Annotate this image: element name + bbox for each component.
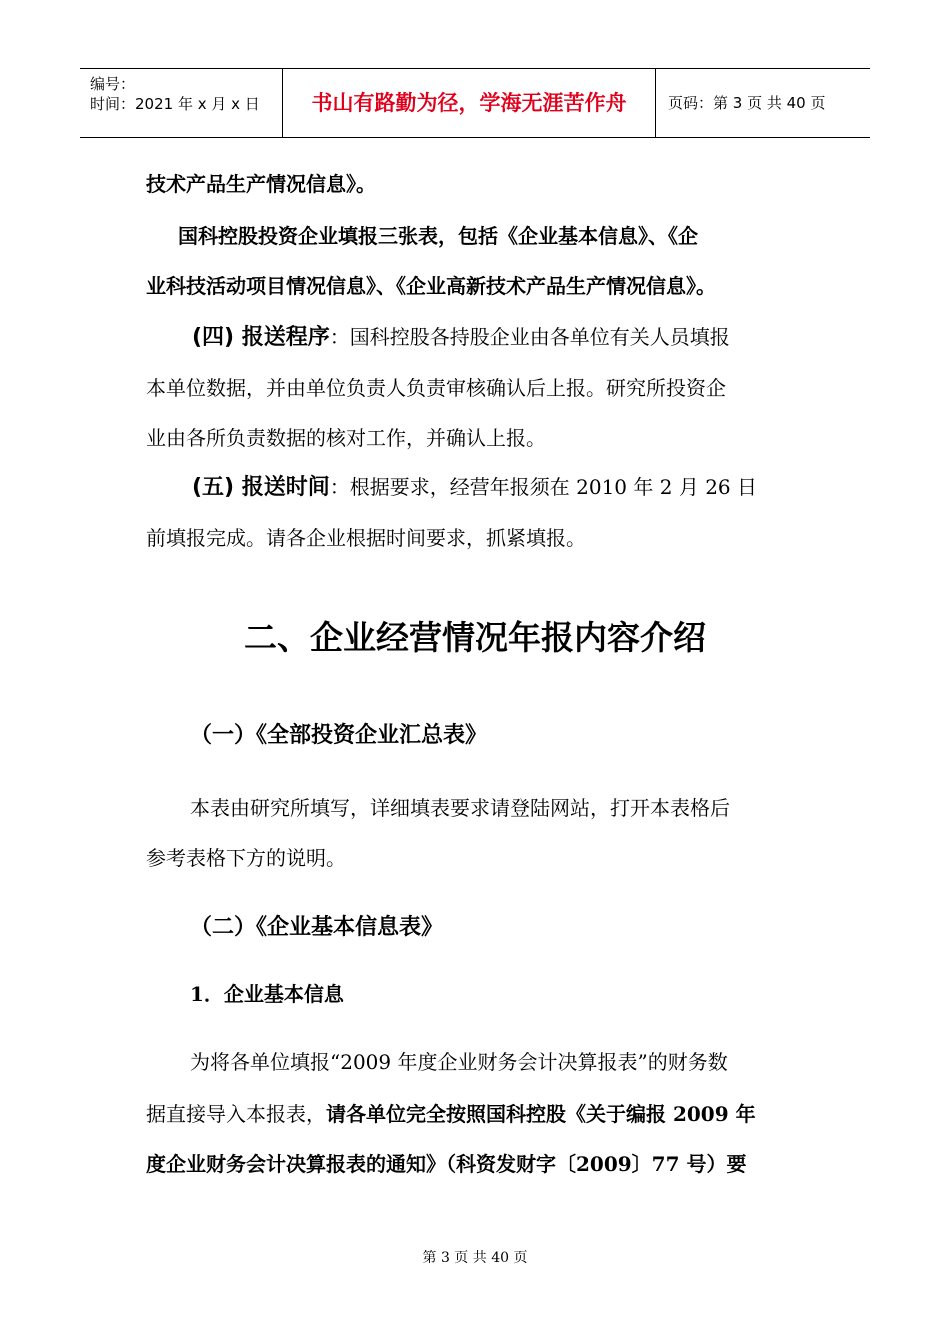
section-heading-time: (五) 报送时间 <box>192 475 330 500</box>
section-heading-procedure: (四) 报送程序 <box>192 325 330 350</box>
paragraph-line <box>192 470 757 501</box>
header-meta-cell <box>80 69 283 137</box>
paragraph-line: 国科控股投资企业填报三张表，包括《企业基本信息》、《企 <box>178 224 698 248</box>
paragraph-line: 技术产品生产情况信息》。 <box>146 172 376 196</box>
paragraph-line: 业科技活动项目情况信息》、《企业高新技术产品生产情况信息》。 <box>146 274 716 298</box>
paragraph-text: 据直接导入本报表， <box>146 1102 326 1126</box>
header-table <box>80 68 870 138</box>
motto: 书山有路勤为径，学海无涯苦作舟 <box>283 69 656 137</box>
paragraph-line: 本表由研究所填写，详细填表要求请登陆网站，打开本表格后 <box>190 796 730 820</box>
section-title: 二、企业经营情况年报内容介绍 <box>244 618 706 657</box>
paragraph-text: ：国科控股各持股企业由各单位有关人员填报 <box>329 325 730 349</box>
paragraph-line: 本单位数据，并由单位负责人负责审核确认后上报。研究所投资企 <box>146 376 726 400</box>
paragraph-text: ：根据要求，经营年报须在 2010 年 2 月 26 日 <box>329 475 757 499</box>
page-info: 页码：第 3 页 共 40 页 <box>668 94 826 112</box>
paragraph-line <box>146 1098 756 1127</box>
paragraph-line: 为将各单位填报“2009 年度企业财务会计决算报表”的财务数 <box>190 1050 728 1074</box>
subsection-title: 1．企业基本信息 <box>190 982 344 1006</box>
emphasis-text: 请各单位完全按照国科控股《关于编报 2009 年 <box>326 1102 756 1126</box>
paragraph-line: 业由各所负责数据的核对工作，并确认上报。 <box>146 426 546 450</box>
page-footer: 第 3 页 共 40 页 <box>422 1250 528 1266</box>
paragraph-line: 前填报完成。请各企业根据时间要求，抓紧填报。 <box>146 526 586 550</box>
paragraph-line <box>192 320 730 351</box>
time-label: 时间：2021 年 x 月 x 日 <box>90 95 260 113</box>
number-label: 编号： <box>90 75 136 93</box>
paragraph-line: 度企业财务会计决算报表的通知》（科资发财字〔2009〕77 号）要 <box>146 1152 747 1176</box>
paragraph-line: 参考表格下方的说明。 <box>146 846 346 870</box>
subsection-title: （一）《全部投资企业汇总表》 <box>190 723 488 748</box>
subsection-title: （二）《企业基本信息表》 <box>190 915 444 940</box>
